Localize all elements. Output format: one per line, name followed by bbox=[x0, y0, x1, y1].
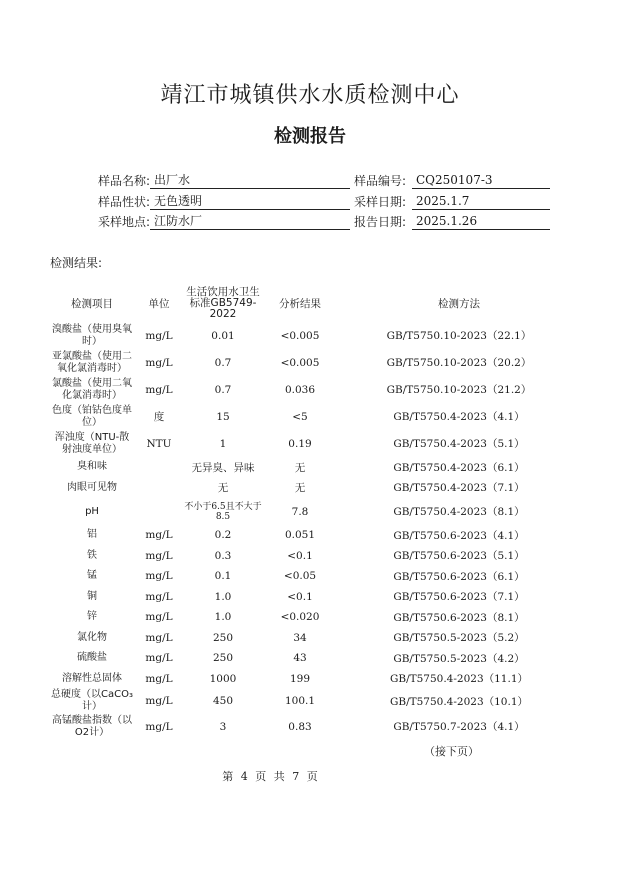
cell-method: GB/T5750.4-2023（10.1） bbox=[389, 695, 529, 708]
cell-standard: 250 bbox=[212, 652, 234, 665]
cell-item: 溴酸盐（使用臭氧时） bbox=[52, 323, 132, 347]
cell-item: 臭和味 bbox=[77, 461, 107, 473]
cell-standard: 1000 bbox=[209, 672, 237, 685]
cell-unit: 度 bbox=[153, 411, 165, 423]
cell-item: 氯酸盐（使用二氧化氯消毒时） bbox=[52, 377, 132, 401]
cell-item: 锰 bbox=[87, 570, 97, 582]
cell-standard: 0.7 bbox=[214, 356, 232, 369]
results-heading: 检测结果: bbox=[50, 256, 103, 270]
cell-unit bbox=[134, 498, 184, 525]
cell-method: GB/T5750.10-2023（20.2） bbox=[386, 357, 532, 369]
info-label: 样品名称: bbox=[97, 174, 150, 188]
cell-result: 0.036 bbox=[284, 383, 316, 396]
cell-item: 色度（铂钴色度单位） bbox=[52, 404, 132, 428]
table-row bbox=[50, 669, 580, 690]
cell-standard: 250 bbox=[212, 631, 234, 644]
report-title: 检测报告 bbox=[274, 126, 346, 147]
cell-unit: mg/L bbox=[145, 611, 173, 624]
cell-item: 高锰酸盐指数（以O2计） bbox=[52, 714, 132, 738]
cell-unit bbox=[134, 478, 184, 499]
cell-standard: 1.0 bbox=[214, 611, 232, 624]
cell-unit: mg/L bbox=[145, 570, 173, 583]
cell-result: <0.05 bbox=[283, 570, 317, 583]
cell-standard: 无异臭、异味 bbox=[191, 461, 255, 474]
cell-standard: 0.2 bbox=[214, 529, 232, 542]
info-label: 采样地点: bbox=[97, 215, 150, 229]
cell-method: GB/T5750.6-2023（8.1） bbox=[393, 611, 525, 624]
cell-unit bbox=[134, 457, 184, 478]
table-row bbox=[50, 376, 580, 403]
cell-result: <0.005 bbox=[280, 329, 320, 342]
cell-method: GB/T5750.5-2023（4.2） bbox=[393, 652, 525, 665]
cell-unit: mg/L bbox=[145, 631, 173, 644]
cell-result: <0.005 bbox=[280, 356, 320, 369]
cell-result: 0.051 bbox=[284, 529, 316, 542]
table-row bbox=[50, 322, 580, 349]
cell-method: GB/T5750.6-2023（6.1） bbox=[393, 570, 525, 583]
cell-item: 铝 bbox=[87, 529, 97, 541]
cell-unit: mg/L bbox=[145, 720, 173, 733]
cell-standard: 1 bbox=[219, 437, 227, 450]
column-header-method: 检测方法 bbox=[438, 297, 480, 310]
table-row bbox=[50, 349, 580, 376]
cell-standard: 1.0 bbox=[214, 590, 232, 603]
cell-result: 34 bbox=[293, 631, 307, 644]
cell-method: GB/T5750.4-2023（7.1） bbox=[393, 482, 525, 495]
table-row bbox=[50, 628, 580, 649]
cell-item: 浑浊度（NTU-散射浊度单位） bbox=[54, 431, 130, 455]
cell-method: GB/T5750.4-2023（4.1） bbox=[393, 411, 525, 423]
cell-method: GB/T5750.10-2023（22.1） bbox=[386, 330, 532, 342]
cell-item: 铁 bbox=[87, 549, 97, 561]
cell-method: GB/T5750.4-2023（5.1） bbox=[393, 438, 525, 450]
table-row bbox=[50, 689, 580, 713]
cell-unit: mg/L bbox=[145, 695, 173, 707]
cell-result: <5 bbox=[292, 410, 308, 423]
page-number: 第 4 页 共 7 页 bbox=[222, 770, 318, 783]
table-row bbox=[50, 587, 580, 608]
table-row bbox=[50, 607, 580, 628]
column-header-result: 分析结果 bbox=[279, 297, 321, 310]
table-row bbox=[50, 430, 580, 457]
table-row bbox=[50, 457, 580, 478]
column-header-item: 检测项目 bbox=[71, 297, 113, 310]
organization-title: 靖江市城镇供水水质检测中心 bbox=[160, 83, 460, 108]
table-row bbox=[50, 713, 580, 740]
cell-item: 氯化物 bbox=[77, 631, 107, 643]
table-row bbox=[50, 498, 580, 525]
cell-method: GB/T5750.6-2023（5.1） bbox=[393, 550, 525, 563]
cell-item: 总硬度（以CaCO₃计） bbox=[51, 689, 133, 712]
cell-standard: 3 bbox=[219, 720, 227, 733]
info-value: 2025.1.26 bbox=[412, 213, 550, 230]
cell-result: 0.19 bbox=[288, 437, 312, 450]
info-label: 报告日期: bbox=[353, 215, 406, 229]
cell-standard: 0.01 bbox=[211, 329, 235, 342]
info-value: CQ250107-3 bbox=[412, 172, 550, 189]
info-value: 江防水厂 bbox=[150, 213, 350, 230]
info-value: 无色透明 bbox=[150, 193, 350, 210]
table-row bbox=[50, 546, 580, 567]
cell-unit: mg/L bbox=[145, 590, 173, 603]
info-value: 2025.1.7 bbox=[412, 193, 550, 210]
cell-result: 199 bbox=[289, 672, 311, 685]
cell-result: <0.020 bbox=[280, 611, 320, 624]
cell-result: 无 bbox=[294, 461, 306, 474]
cell-item: 铜 bbox=[87, 590, 97, 602]
cell-unit: mg/L bbox=[145, 529, 173, 542]
cell-method: GB/T5750.10-2023（21.2） bbox=[386, 384, 532, 396]
cell-method: GB/T5750.7-2023（4.1） bbox=[393, 721, 525, 733]
cell-method: GB/T5750.4-2023（11.1） bbox=[389, 673, 529, 686]
cell-standard: 无 bbox=[217, 482, 229, 495]
cell-item: 亚氯酸盐（使用二氧化氯消毒时） bbox=[52, 350, 132, 374]
cell-method: GB/T5750.4-2023（8.1） bbox=[393, 506, 525, 518]
cell-method: GB/T5750.4-2023（6.1） bbox=[393, 461, 525, 474]
cell-unit: mg/L bbox=[145, 549, 173, 562]
cell-unit: mg/L bbox=[145, 329, 173, 342]
table-row bbox=[50, 525, 580, 546]
table-row bbox=[50, 566, 580, 587]
table-row bbox=[50, 403, 580, 430]
cell-result: 100.1 bbox=[284, 695, 316, 707]
info-value: 出厂水 bbox=[150, 172, 350, 189]
cell-result: <0.1 bbox=[287, 590, 313, 603]
cell-method: GB/T5750.6-2023（4.1） bbox=[393, 529, 525, 542]
cell-standard: 不小于6.5且不大于8.5 bbox=[184, 501, 262, 522]
table-row bbox=[50, 648, 580, 669]
cell-standard: 450 bbox=[212, 695, 234, 707]
results-table bbox=[50, 284, 580, 740]
cell-standard: 0.1 bbox=[214, 570, 232, 583]
column-header-standard: 生活饮用水卫生标准GB5749-2022 bbox=[186, 285, 260, 320]
cell-item: 锌 bbox=[87, 611, 97, 623]
info-label: 采样日期: bbox=[353, 195, 406, 209]
cell-result: 无 bbox=[294, 482, 306, 495]
cell-result: 7.8 bbox=[291, 505, 309, 518]
info-label: 样品性状: bbox=[97, 195, 150, 209]
table-row bbox=[50, 478, 580, 499]
cell-method: GB/T5750.5-2023（5.2） bbox=[393, 632, 525, 645]
continued-note: （接下页） bbox=[424, 745, 479, 758]
cell-standard: 0.3 bbox=[214, 549, 232, 562]
cell-item: 溶解性总固体 bbox=[62, 672, 122, 684]
cell-unit: mg/L bbox=[145, 383, 173, 396]
cell-unit: mg/L bbox=[145, 652, 173, 665]
cell-result: 43 bbox=[293, 652, 307, 665]
cell-result: 0.83 bbox=[288, 720, 312, 733]
cell-item: pH bbox=[85, 505, 99, 517]
cell-unit: mg/L bbox=[145, 672, 173, 685]
cell-method: GB/T5750.6-2023（7.1） bbox=[393, 591, 525, 604]
info-label: 样品编号: bbox=[353, 174, 406, 188]
cell-standard: 15 bbox=[216, 410, 230, 423]
cell-result: <0.1 bbox=[287, 549, 313, 562]
cell-standard: 0.7 bbox=[214, 383, 232, 396]
cell-unit: NTU bbox=[146, 437, 172, 450]
column-header-unit: 单位 bbox=[148, 297, 170, 310]
cell-item: 硫酸盐 bbox=[77, 652, 107, 664]
cell-unit: mg/L bbox=[145, 356, 173, 369]
cell-item: 肉眼可见物 bbox=[67, 481, 117, 493]
